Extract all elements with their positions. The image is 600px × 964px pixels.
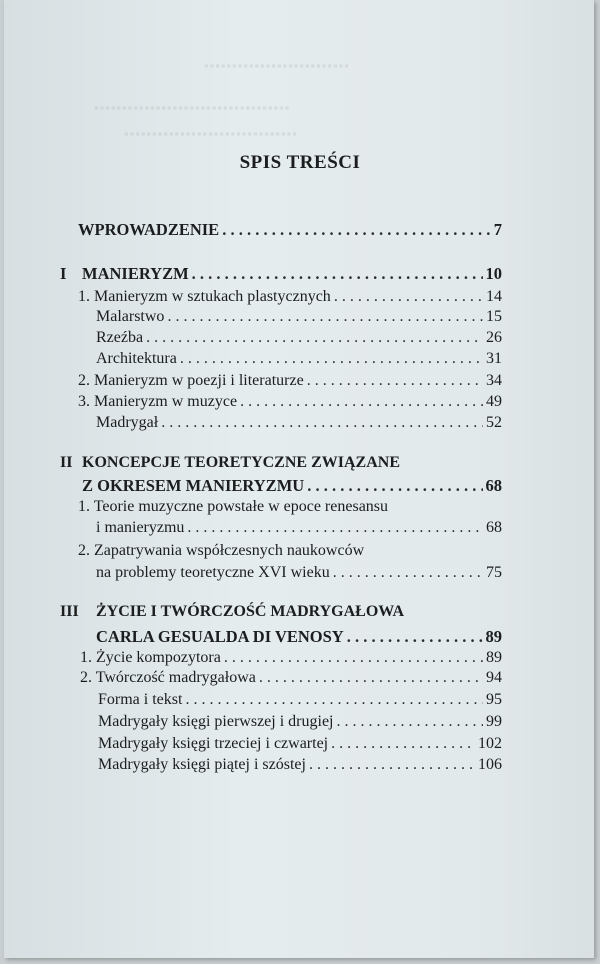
toc-entry-label: 1. Życie kompozytora	[80, 649, 221, 666]
leader-dots	[259, 668, 483, 688]
leader-dots	[240, 392, 483, 412]
toc-chapter-2-heading[interactable]	[60, 454, 400, 472]
toc-entry-label: 1. Manieryzm w sztukach plastycznych	[78, 288, 331, 305]
toc-entry[interactable]	[78, 392, 502, 412]
toc-chapter-3[interactable]	[96, 627, 502, 647]
toc-entry[interactable]	[96, 328, 502, 348]
toc-page-number: 89	[486, 649, 502, 666]
toc-entry[interactable]	[98, 712, 502, 732]
toc-entry-label: 1. Teorie muzyczne powstałe w epoce renesansu	[78, 498, 389, 515]
chapter-title: KONCEPCJE TEORETYCZNE ZWIĄZANE	[82, 454, 400, 471]
leader-dots	[222, 220, 491, 240]
toc-entry[interactable]	[96, 349, 502, 369]
leader-dots	[307, 371, 483, 391]
toc-entry[interactable]	[78, 371, 502, 391]
bleed-through-texture: ▪▪▪▪▪▪▪▪▪▪▪▪▪▪▪▪▪▪▪▪▪▪▪▪▪▪▪▪▪▪▪	[124, 126, 298, 141]
toc-page-number: 10	[485, 264, 502, 283]
toc-page-number: 52	[486, 414, 502, 431]
chapter-number: I	[60, 264, 67, 283]
toc-entry-label: Madrygał	[96, 414, 159, 431]
toc-page-number: 102	[478, 735, 502, 752]
toc-entry[interactable]	[80, 648, 502, 668]
toc-chapter-1[interactable]	[60, 264, 502, 284]
toc-entry-label: 3. Manieryzm w muzyce	[78, 393, 238, 410]
toc-entry-label: i manieryzmu	[96, 519, 185, 536]
toc-page-number: 94	[486, 669, 502, 686]
leader-dots	[146, 328, 483, 348]
toc-page-number: 34	[486, 372, 502, 389]
chapter-number: III	[60, 603, 79, 620]
toc-entry[interactable]	[78, 287, 502, 307]
bleed-through-texture: ▪▪▪▪▪▪▪▪▪▪▪▪▪▪▪▪▪▪▪▪▪▪▪▪▪▪▪▪▪▪▪▪▪▪▪	[94, 100, 291, 115]
toc-entry-label: Malarstwo	[96, 308, 165, 325]
leader-dots	[167, 307, 483, 327]
toc-page-number: 95	[486, 691, 502, 708]
toc-page-number: 7	[493, 220, 502, 239]
leader-dots	[337, 712, 484, 732]
toc-page-number: 99	[486, 713, 502, 730]
leader-dots	[333, 563, 483, 583]
chapter-title: ŻYCIE I TWÓRCZOŚĆ MADRYGAŁOWA	[96, 603, 405, 620]
toc-chapter-2[interactable]	[82, 476, 502, 496]
leader-dots	[331, 734, 475, 754]
toc-entry[interactable]	[98, 690, 502, 710]
toc-entry-introduction[interactable]	[78, 220, 502, 240]
chapter-title-continued: CARLA GESUALDA DI VENOSY	[96, 627, 344, 646]
leader-dots	[180, 349, 483, 369]
toc-entry[interactable]	[98, 755, 502, 775]
toc-page-number: 89	[485, 627, 502, 646]
page-title: SPIS TREŚCI	[239, 152, 361, 173]
toc-page-number: 49	[486, 393, 502, 410]
toc-page-number: 68	[486, 519, 502, 536]
leader-dots	[334, 287, 483, 307]
toc-entry[interactable]	[96, 413, 502, 433]
toc-entry[interactable]	[98, 734, 502, 754]
toc-entry-label: Architektura	[96, 350, 177, 367]
toc-entry-label: Madrygały księgi pierwszej i drugiej	[98, 713, 334, 730]
chapter-title-continued: Z OKRESEM MANIERYZMU	[82, 476, 305, 495]
toc-entry[interactable]	[96, 563, 502, 583]
toc-entry[interactable]	[96, 307, 502, 327]
toc-entry-label: 2. Manieryzm w poezji i literaturze	[78, 372, 304, 389]
chapter-title: MANIERYZM	[82, 264, 189, 283]
bleed-through-texture: ▪▪▪▪▪▪▪▪▪▪▪▪▪▪▪▪▪▪▪▪▪▪▪▪▪▪	[204, 58, 350, 73]
leader-dots	[192, 264, 483, 284]
leader-dots	[309, 755, 475, 775]
toc-entry-label: 2. Twórczość madrygałowa	[80, 669, 256, 686]
toc-page-number: 68	[485, 476, 502, 495]
toc-page-number: 14	[486, 288, 502, 305]
toc-entry-label: na problemy teoretyczne XVI wieku	[96, 564, 330, 581]
toc-entry-label: WPROWADZENIE	[78, 220, 220, 239]
toc-chapter-3-heading[interactable]	[60, 603, 404, 621]
toc-page-number: 106	[478, 756, 502, 773]
leader-dots	[161, 413, 483, 433]
toc-entry-label: 2. Zapatrywania współczesnych naukowców	[78, 542, 365, 559]
toc-page-number: 31	[486, 350, 502, 367]
toc-entry[interactable]	[96, 518, 502, 538]
toc-entry-label: Rzeźba	[96, 329, 144, 346]
chapter-number: II	[60, 454, 73, 471]
toc-entry[interactable]	[80, 668, 502, 688]
leader-dots	[307, 476, 482, 496]
toc-page-number: 75	[486, 564, 502, 581]
toc-page-number: 15	[486, 308, 502, 325]
toc-entry-label: Madrygały księgi trzeciej i czwartej	[98, 735, 329, 752]
toc-entry-label: Madrygały księgi piątej i szóstej	[98, 756, 306, 773]
leader-dots	[347, 627, 483, 647]
leader-dots	[224, 648, 483, 668]
toc-entry-label: Forma i tekst	[98, 691, 183, 708]
toc-page-number: 26	[486, 329, 502, 346]
leader-dots	[187, 518, 483, 538]
leader-dots	[185, 690, 483, 710]
